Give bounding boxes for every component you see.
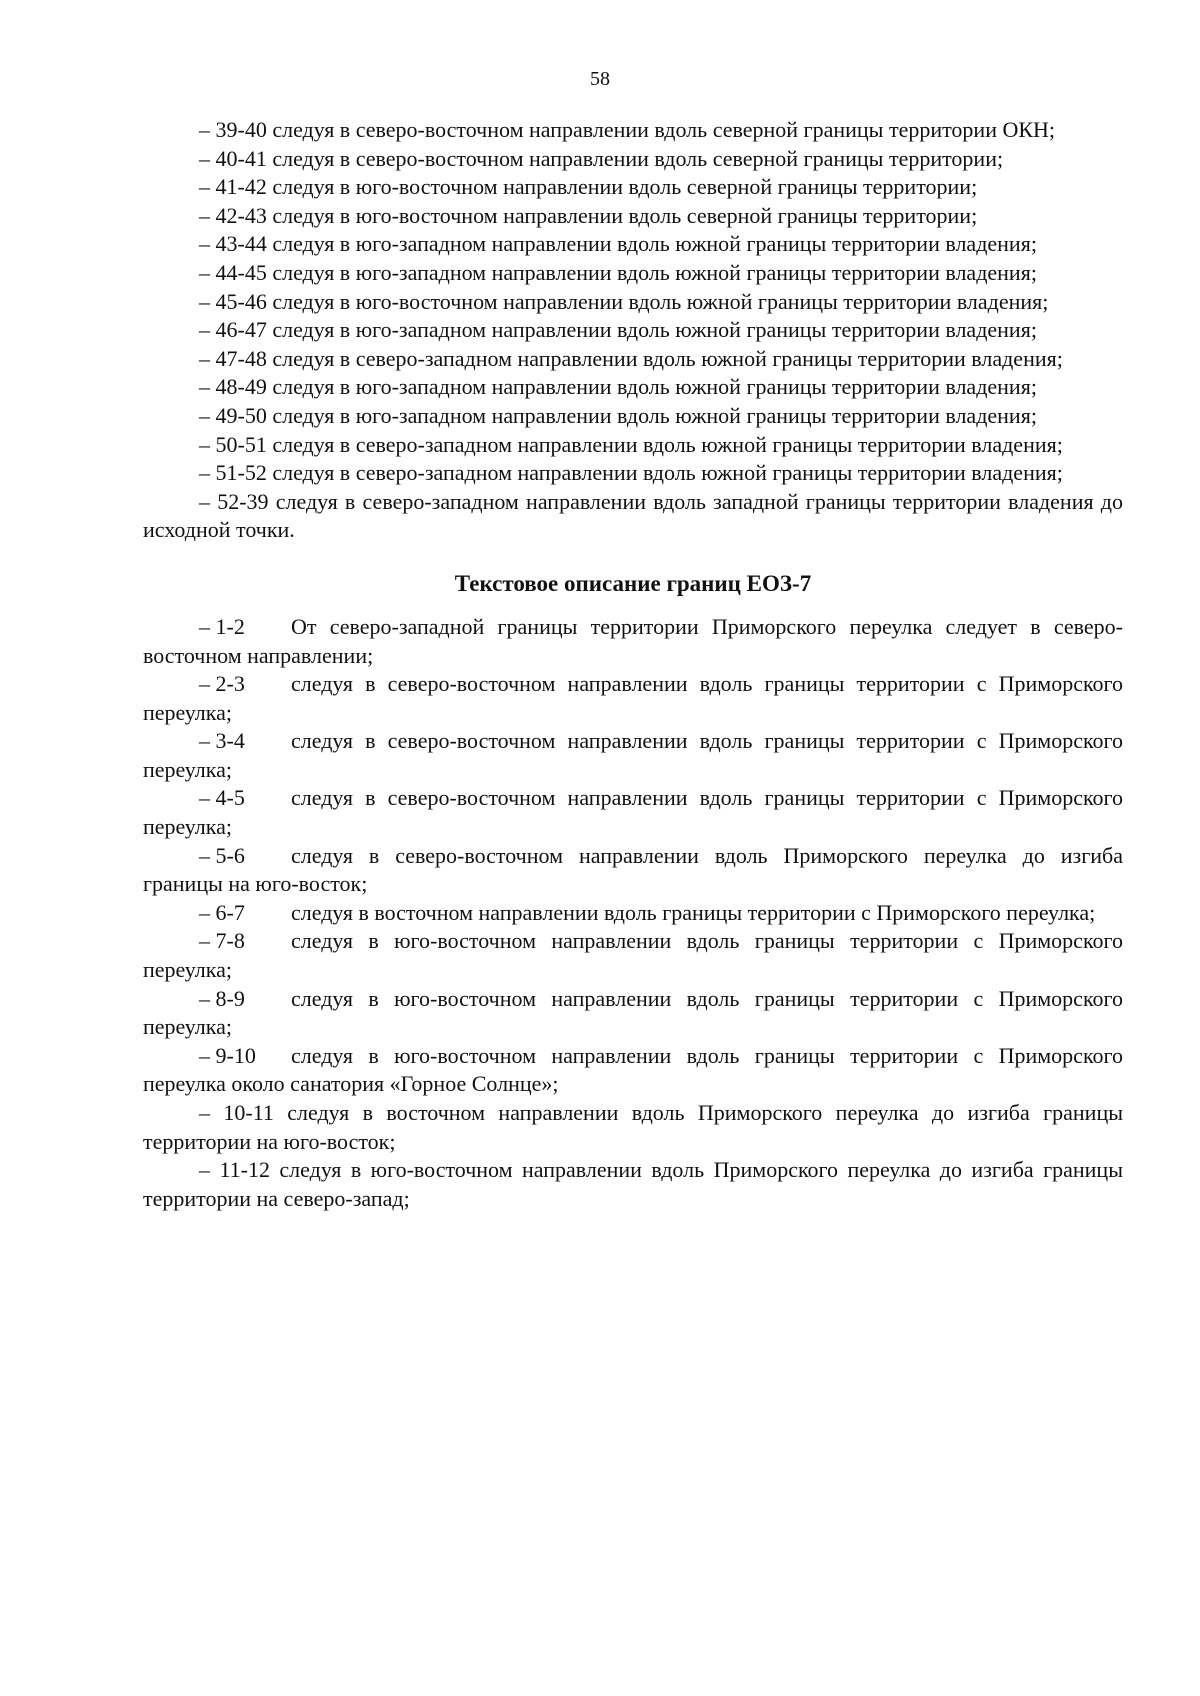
section-title: Текстовое описание границ ЕОЗ-7	[454, 570, 812, 596]
boundary-segment: – 51-52 следуя в северо-западном направлении вдоль южной границы территории владения;	[199, 460, 1063, 486]
boundary-segment: – 11-12 следуя в юго-восточном направлении вдоль Приморского переулка до изгиба границы территории на северо-запад;	[143, 1157, 1123, 1211]
boundary-segment: – 41-42 следуя в юго-восточном направлении вдоль северной границы территории;	[199, 174, 978, 200]
boundary-segment	[143, 613, 1123, 670]
segment-number: – 9-10	[199, 1042, 256, 1068]
segment-text: следуя в юго-восточном направлении вдоль границы территории с Приморского переулка;	[143, 985, 1123, 1040]
segment-number: – 6-7	[199, 899, 245, 925]
boundary-segment: – 10-11 следуя в восточном направлении вдоль Приморского переулка до изгиба границы территории на юго-восток;	[143, 1100, 1123, 1154]
segment-number: – 1-2	[199, 613, 245, 639]
segment-number: – 4-5	[199, 785, 245, 811]
boundary-segment	[143, 784, 1123, 841]
segment-text: следуя в северо-восточном направлении вдоль границы территории с Приморского переулка;	[143, 728, 1123, 782]
segment-text: следуя в северо-восточном направлении вдоль границы территории с Приморского переулка;	[143, 785, 1123, 840]
boundary-segment	[143, 985, 1123, 1042]
segment-text: следуя в восточном направлении вдоль границы территории с Приморского переулка;	[291, 899, 1096, 925]
boundary-segment	[143, 670, 1123, 727]
boundary-segment: – 52-39 следуя в северо-западном направлении вдоль западной границы территории владения до исходной точки.	[143, 488, 1123, 543]
boundary-list-eoz-6	[143, 116, 1123, 545]
boundary-list-eoz-7	[143, 613, 1123, 1099]
boundary-segment	[143, 899, 1123, 928]
boundary-segment	[143, 1042, 1123, 1099]
boundary-segment	[143, 727, 1123, 784]
boundary-segment: – 43-44 следуя в юго-западном направлении вдоль южной границы территории владения;	[199, 231, 1037, 257]
segment-number: – 5-6	[199, 842, 245, 868]
boundary-segment	[143, 842, 1123, 899]
boundary-segment: – 44-45 следуя в юго-западном направлении вдоль южной границы территории владения;	[199, 259, 1037, 285]
segment-number: – 2-3	[199, 671, 245, 697]
segment-number: – 7-8	[199, 928, 245, 954]
boundary-list-eoz-7-continued	[143, 1099, 1123, 1213]
segment-number: – 8-9	[199, 985, 245, 1011]
segment-text: следуя в северо-восточном направлении вдоль Приморского переулка до изгиба границы на юго-восток;	[143, 842, 1123, 897]
boundary-segment: – 48-49 следуя в юго-западном направлении вдоль южной границы территории владения;	[199, 374, 1037, 400]
boundary-segment: – 46-47 следуя в юго-западном направлении вдоль южной границы территории владения;	[199, 317, 1037, 343]
boundary-segment: – 50-51 следуя в северо-западном направлении вдоль южной границы территории владения;	[199, 431, 1063, 457]
boundary-segment: – 40-41 следуя в северо-восточном направлении вдоль северной границы территории;	[199, 145, 1004, 171]
boundary-segment: – 45-46 следуя в юго-восточном направлении вдоль южной границы территории владения;	[199, 288, 1049, 314]
boundary-segment: – 47-48 следуя в северо-западном направлении вдоль южной границы территории владения;	[199, 345, 1063, 371]
segment-text: следуя в северо-восточном направлении вдоль границы территории с Приморского переулка;	[143, 671, 1123, 725]
segment-number: – 3-4	[199, 728, 245, 754]
boundary-segment	[143, 927, 1123, 984]
segment-text: От северо-западной границы территории Приморского переулка следует в северо-восточном направлении;	[143, 613, 1123, 668]
segment-text: следуя в юго-восточном направлении вдоль границы территории с Приморского переулка;	[143, 928, 1123, 983]
boundary-segment: – 49-50 следуя в юго-западном направлении вдоль южной границы территории владения;	[199, 402, 1037, 428]
boundary-segment: – 39-40 следуя в северо-восточном направлении вдоль северной границы территории ОКН;	[199, 117, 1056, 142]
page-number: 58	[590, 68, 610, 90]
document-body	[143, 116, 1123, 1213]
boundary-segment: – 42-43 следуя в юго-восточном направлении вдоль северной границы территории;	[199, 202, 978, 228]
segment-text: следуя в юго-восточном направлении вдоль границы территории с Приморского переулка около санатория «Горное Солнце»;	[143, 1042, 1123, 1097]
